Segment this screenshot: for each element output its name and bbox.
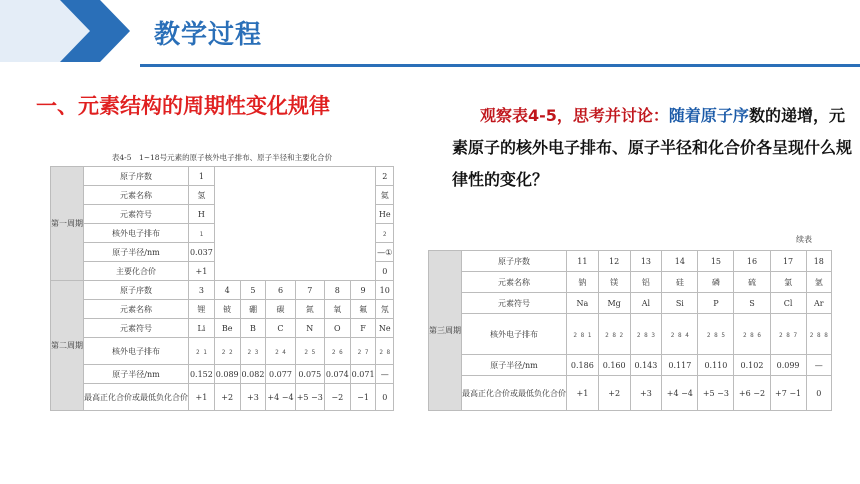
table-row — [51, 167, 394, 186]
table-cell: +7 −1 — [770, 376, 806, 411]
electron-shell-diagram: 2 8 1 — [573, 331, 592, 339]
row-label: 元素名称 — [84, 300, 189, 319]
table-row — [429, 355, 832, 376]
table-cell: Na — [567, 293, 599, 314]
row-label: 原子半径/nm — [462, 355, 567, 376]
table-cell: 氖 — [376, 300, 394, 319]
row-label: 元素名称 — [462, 272, 567, 293]
table-cell: +4 −4 — [266, 384, 295, 411]
table-cell: Al — [630, 293, 662, 314]
table-cell: 0.117 — [662, 355, 698, 376]
table-cell — [770, 314, 806, 355]
table-cell: 0.077 — [266, 365, 295, 384]
table-4-5-continued-image — [428, 250, 832, 411]
table-cell: 氢 — [189, 186, 215, 205]
table-cell: 氮 — [295, 300, 324, 319]
table-cell — [806, 314, 831, 355]
row-label: 元素符号 — [84, 319, 189, 338]
table-cell: 铝 — [630, 272, 662, 293]
table-cell: 11 — [567, 251, 599, 272]
electron-shell-diagram: 2 8 5 — [706, 331, 725, 339]
table-cell: 钠 — [567, 272, 599, 293]
table-cell: Si — [662, 293, 698, 314]
periodic-table-2 — [428, 250, 832, 411]
table-cell: 5 — [240, 281, 266, 300]
table-cell: P — [698, 293, 734, 314]
electron-shell-diagram: 2 4 — [275, 348, 286, 356]
row-label: 元素符号 — [84, 205, 189, 224]
table-cell — [214, 338, 240, 365]
table-cell: 0.160 — [598, 355, 630, 376]
row-label: 元素符号 — [462, 293, 567, 314]
table-cell — [324, 338, 350, 365]
electron-shell-diagram: 2 8 2 — [605, 331, 624, 339]
table-cell: Cl — [770, 293, 806, 314]
table-cell: Be — [214, 319, 240, 338]
table-cell: 0 — [376, 262, 394, 281]
table-cell: −2 — [324, 384, 350, 411]
table-cell: 17 — [770, 251, 806, 272]
table-cell: 0.082 — [240, 365, 266, 384]
table-cell: 9 — [350, 281, 376, 300]
row-label: 原子半径/nm — [84, 243, 189, 262]
electron-shell-diagram: 2 7 — [357, 348, 369, 356]
table-cell: 0.037 — [189, 243, 215, 262]
table-cell: 硫 — [734, 272, 770, 293]
table-cell: N — [295, 319, 324, 338]
table-cell: 碳 — [266, 300, 295, 319]
table-cell: 18 — [806, 251, 831, 272]
table-cell: H — [189, 205, 215, 224]
table-cell: +6 −2 — [734, 376, 770, 411]
row-label: 原子序数 — [84, 167, 189, 186]
electron-shell-diagram: 2 2 — [221, 348, 233, 356]
table-cell: +3 — [630, 376, 662, 411]
table-cell — [350, 338, 376, 365]
table-cell: +2 — [598, 376, 630, 411]
table-row — [51, 281, 394, 300]
table-cell: −1 — [350, 384, 376, 411]
continued-label: 续表 — [796, 235, 812, 244]
row-label: 原子序数 — [462, 251, 567, 272]
table-cell: Ar — [806, 293, 831, 314]
table-cell — [266, 338, 295, 365]
table-row — [51, 338, 394, 365]
table-cell: 0.110 — [698, 355, 734, 376]
row-label: 核外电子排布 — [84, 224, 189, 243]
table-row — [51, 384, 394, 411]
table-cell: — — [806, 355, 831, 376]
table-cell: 0.152 — [189, 365, 215, 384]
table-row — [429, 272, 832, 293]
table-cell: 1 — [189, 167, 215, 186]
electron-shell-diagram: 2 6 — [331, 348, 343, 356]
electron-shell-diagram: 2 8 7 — [779, 331, 798, 339]
question-rest: 数的递增，元素原子的核外电子排布、原子半径和化合价各呈现什么规律性的变化？ — [452, 106, 853, 189]
table-4-5-image — [50, 150, 394, 411]
periodic-table-1 — [50, 166, 394, 411]
table-cell: Li — [189, 319, 215, 338]
row-label: 主要化合价 — [84, 262, 189, 281]
table-cell — [376, 224, 394, 243]
electron-shell-diagram: 2 5 — [304, 348, 316, 356]
table-cell: +1 — [567, 376, 599, 411]
electron-shell-diagram: 2 8 8 — [809, 331, 828, 339]
table-cell: 0.071 — [350, 365, 376, 384]
table-cell: 0 — [376, 384, 394, 411]
table-cell: Mg — [598, 293, 630, 314]
table-cell — [630, 314, 662, 355]
table-cell: +4 −4 — [662, 376, 698, 411]
electron-shell-diagram: 2 — [382, 230, 387, 238]
table-cell — [240, 338, 266, 365]
period-label: 第三周期 — [429, 251, 462, 411]
table-cell: 7 — [295, 281, 324, 300]
table-cell: 0.075 — [295, 365, 324, 384]
table-row — [51, 365, 394, 384]
table-cell: 0.186 — [567, 355, 599, 376]
row-label: 最高正化合价或最低负化合价 — [462, 376, 567, 411]
table-cell — [189, 338, 215, 365]
question-highlight: 随着原子序 — [668, 106, 749, 125]
table-cell: 氟 — [350, 300, 376, 319]
page-title: 教学过程 — [154, 20, 263, 50]
table-cell: 氩 — [806, 272, 831, 293]
table-cell — [662, 314, 698, 355]
table-cell: 13 — [630, 251, 662, 272]
row-label: 核外电子排布 — [462, 314, 567, 355]
empty-region — [214, 167, 376, 281]
table-cell: 0.089 — [214, 365, 240, 384]
table-cell: S — [734, 293, 770, 314]
table-cell: 锂 — [189, 300, 215, 319]
table-cell: 0.102 — [734, 355, 770, 376]
table-cell: O — [324, 319, 350, 338]
table-cell: 氦 — [376, 186, 394, 205]
table-cell — [734, 314, 770, 355]
table-cell: 氯 — [770, 272, 806, 293]
table-cell: 镁 — [598, 272, 630, 293]
table-cell: 15 — [698, 251, 734, 272]
table-cell: 8 — [324, 281, 350, 300]
table-row — [429, 376, 832, 411]
row-label: 原子序数 — [84, 281, 189, 300]
table-cell: 氧 — [324, 300, 350, 319]
table-cell: 10 — [376, 281, 394, 300]
electron-shell-diagram: 2 3 — [247, 348, 259, 356]
period-label: 第二周期 — [51, 281, 84, 411]
table-row — [429, 293, 832, 314]
table-cell: C — [266, 319, 295, 338]
table-cell: Ne — [376, 319, 394, 338]
table-cell: 3 — [189, 281, 215, 300]
table-cell: 0.099 — [770, 355, 806, 376]
table-cell: 6 — [266, 281, 295, 300]
table-cell: +3 — [240, 384, 266, 411]
electron-shell-diagram: 1 — [199, 230, 204, 238]
table-row — [429, 251, 832, 272]
table-cell: 磷 — [698, 272, 734, 293]
table-cell: He — [376, 205, 394, 224]
table-cell — [295, 338, 324, 365]
table-row — [51, 300, 394, 319]
section-title: 一、元素结构的周期性变化规律 — [36, 94, 330, 118]
table-cell: 0 — [806, 376, 831, 411]
table-cell: +1 — [189, 384, 215, 411]
question-prompt: 观察表4-5，思考并讨论： — [480, 106, 669, 125]
electron-shell-diagram: 2 8 3 — [636, 331, 655, 339]
row-label: 核外电子排布 — [84, 338, 189, 365]
table-cell: 硅 — [662, 272, 698, 293]
electron-shell-diagram: 2 1 — [195, 348, 207, 356]
electron-shell-diagram: 2 8 — [379, 348, 391, 356]
table-cell: +5 −3 — [698, 376, 734, 411]
table-cell — [567, 314, 599, 355]
table-cell: 14 — [662, 251, 698, 272]
table-cell: +1 — [189, 262, 215, 281]
table-cell: +2 — [214, 384, 240, 411]
electron-shell-diagram: 2 8 6 — [742, 331, 762, 339]
electron-shell-diagram: 2 8 4 — [670, 331, 689, 339]
table-cell: 4 — [214, 281, 240, 300]
table-cell — [189, 224, 215, 243]
table-cell — [598, 314, 630, 355]
table-cell: 16 — [734, 251, 770, 272]
table-cell: 0.074 — [324, 365, 350, 384]
period-label: 第一周期 — [51, 167, 84, 281]
table-cell: —① — [376, 243, 394, 262]
table-cell: B — [240, 319, 266, 338]
table-cell: 硼 — [240, 300, 266, 319]
table-row — [51, 319, 394, 338]
row-label: 元素名称 — [84, 186, 189, 205]
table-cell — [698, 314, 734, 355]
table-cell: 铍 — [214, 300, 240, 319]
chevron-right-icon — [0, 0, 140, 62]
table-row — [429, 314, 832, 355]
discussion-question — [452, 100, 852, 196]
header-divider — [140, 64, 860, 67]
table-cell — [376, 338, 394, 365]
table-cell: 2 — [376, 167, 394, 186]
table-cell: 12 — [598, 251, 630, 272]
table-cell: +5 −3 — [295, 384, 324, 411]
table-cell: 0.143 — [630, 355, 662, 376]
table-cell: — — [376, 365, 394, 384]
row-label: 原子半径/nm — [84, 365, 189, 384]
row-label: 最高正化合价或最低负化合价 — [84, 384, 189, 411]
table-caption: 表4-5 1~18号元素的原子核外电子排布、原子半径和主要化合价 — [111, 153, 333, 162]
table-cell: F — [350, 319, 376, 338]
